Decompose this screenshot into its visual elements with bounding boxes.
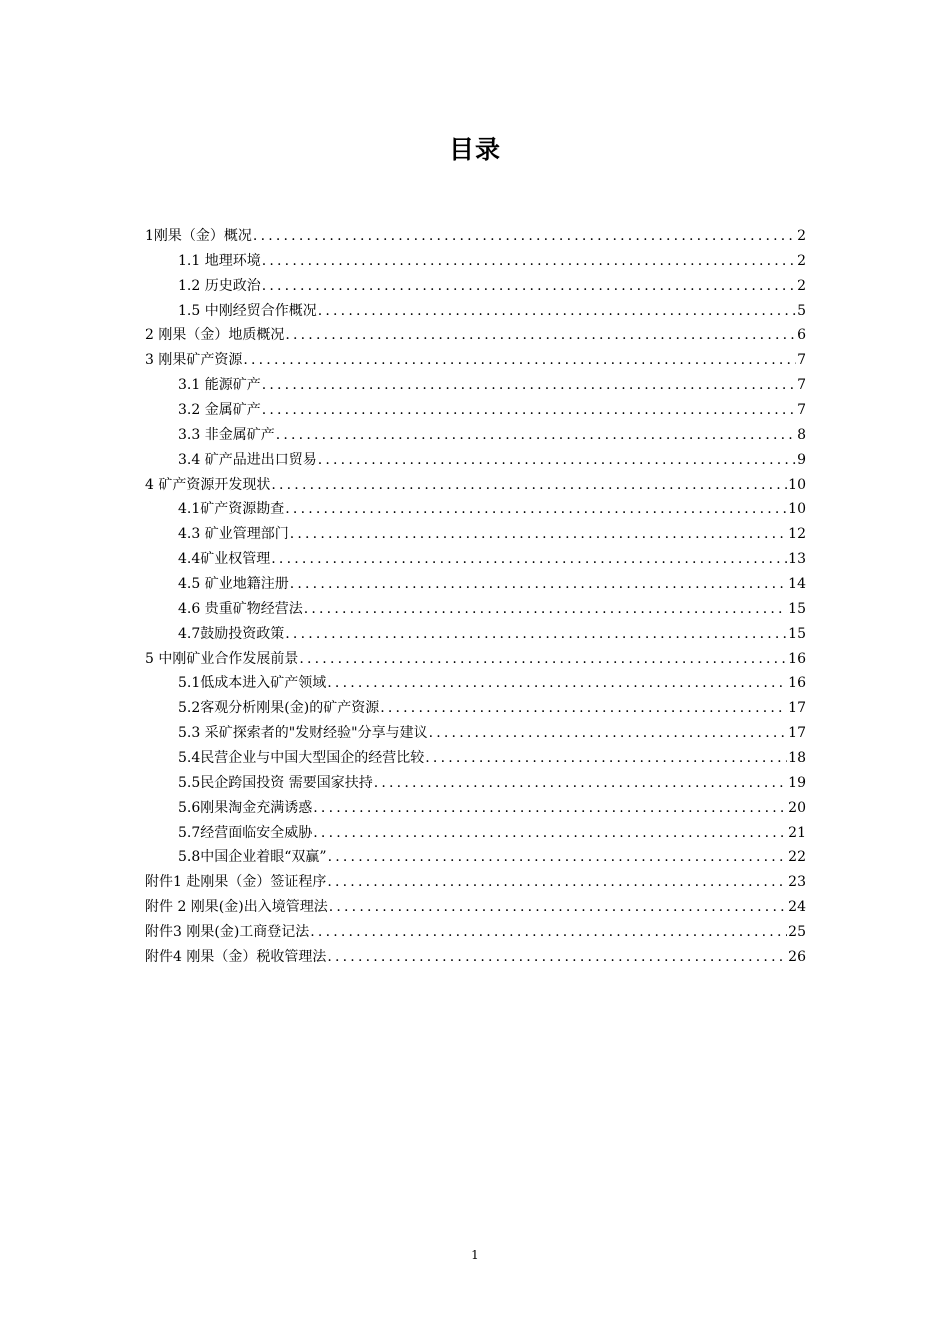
table-of-contents — [145, 224, 806, 970]
toc-entry-label: 5.2客观分析刚果(金)的矿产资源 — [178, 700, 380, 717]
toc-entry-page: 15 — [788, 600, 806, 617]
toc-entry-label: 3.2 金属矿产 — [178, 402, 261, 419]
page-number: 1 — [471, 1248, 479, 1262]
toc-entry-page: 22 — [788, 849, 806, 866]
toc-entry-page: 26 — [788, 948, 806, 965]
toc-dot-leader — [290, 522, 787, 547]
toc-entry[interactable] — [145, 348, 806, 373]
toc-dot-leader — [262, 274, 796, 299]
toc-dot-leader — [271, 473, 787, 498]
toc-entry-page: 6 — [797, 327, 806, 344]
toc-entry-page: 10 — [788, 501, 806, 518]
toc-entry-label: 1.5 中刚经贸合作概况 — [178, 302, 317, 319]
toc-entry-label: 4.3 矿业管理部门 — [178, 526, 289, 543]
toc-entry-label: 附件3 刚果(金)工商登记法 — [145, 924, 310, 941]
toc-entry-label: 5.3 采矿探索者的"发财经验"分享与建议 — [178, 725, 428, 742]
toc-entry[interactable] — [145, 299, 806, 324]
toc-dot-leader — [262, 249, 796, 274]
toc-entry[interactable] — [145, 224, 806, 249]
toc-entry-label: 5.8中国企业着眼“双赢” — [178, 849, 327, 866]
toc-entry[interactable] — [145, 647, 806, 672]
toc-dot-leader — [327, 945, 787, 970]
toc-entry-label: 5.7经营面临安全威胁 — [178, 824, 313, 841]
toc-entry[interactable] — [145, 721, 806, 746]
toc-entry-page: 2 — [797, 252, 806, 269]
toc-dot-leader — [318, 299, 796, 324]
toc-dot-leader — [310, 920, 787, 945]
toc-entry-page: 2 — [797, 277, 806, 294]
toc-entry-label: 5.1低成本进入矿产领域 — [178, 675, 327, 692]
toc-entry-page: 17 — [788, 725, 806, 742]
toc-entry-label: 3 刚果矿产资源 — [145, 352, 243, 369]
page-title: 目录 — [448, 135, 501, 164]
toc-dot-leader — [299, 647, 787, 672]
toc-entry[interactable] — [145, 497, 806, 522]
toc-dot-leader — [253, 224, 796, 249]
toc-entry-label: 3.3 非金属矿产 — [178, 426, 275, 443]
toc-entry-page: 5 — [797, 302, 806, 319]
toc-dot-leader — [285, 323, 796, 348]
toc-dot-leader — [290, 572, 787, 597]
toc-entry-page: 21 — [788, 824, 806, 841]
toc-entry-page: 25 — [788, 924, 806, 941]
toc-entry-page: 24 — [788, 899, 806, 916]
toc-entry[interactable] — [145, 423, 806, 448]
toc-entry-label: 4.7鼓励投资政策 — [178, 625, 285, 642]
toc-entry-label: 5 中刚矿业合作发展前景 — [145, 650, 299, 667]
toc-entry[interactable] — [145, 771, 806, 796]
toc-dot-leader — [380, 696, 787, 721]
toc-entry[interactable] — [145, 323, 806, 348]
toc-dot-leader — [262, 373, 796, 398]
toc-entry-page: 2 — [797, 228, 806, 244]
toc-dot-leader — [429, 721, 788, 746]
toc-entry-page: 16 — [788, 675, 806, 692]
toc-entry-page: 9 — [797, 451, 806, 468]
toc-dot-leader — [304, 597, 787, 622]
toc-entry[interactable] — [145, 448, 806, 473]
toc-entry-label: 4.6 贵重矿物经营法 — [178, 600, 303, 617]
toc-entry-label: 附件 2 刚果(金)出入境管理法 — [145, 899, 328, 916]
toc-entry[interactable] — [145, 796, 806, 821]
toc-entry-label: 5.4民营企业与中国大型国企的经营比较 — [178, 750, 425, 767]
toc-entry[interactable] — [145, 870, 806, 895]
toc-dot-leader — [318, 448, 796, 473]
toc-dot-leader — [327, 671, 787, 696]
toc-dot-leader — [425, 746, 787, 771]
toc-entry-page: 13 — [788, 551, 806, 568]
toc-entry-label: 4 矿产资源开发现状 — [145, 476, 271, 493]
toc-entry-label: 2 刚果（金）地质概况 — [145, 327, 285, 344]
toc-dot-leader — [374, 771, 787, 796]
toc-entry-page: 17 — [788, 700, 806, 717]
toc-entry-page: 19 — [788, 774, 806, 791]
toc-dot-leader — [313, 796, 787, 821]
toc-entry[interactable] — [145, 622, 806, 647]
toc-entry-label: 1刚果（金）概况 — [145, 228, 252, 244]
toc-entry[interactable] — [145, 473, 806, 498]
toc-entry[interactable] — [145, 945, 806, 970]
toc-entry[interactable] — [145, 696, 806, 721]
toc-entry-page: 14 — [788, 576, 806, 593]
toc-entry-page: 7 — [797, 352, 806, 369]
toc-entry-page: 16 — [788, 650, 806, 667]
toc-entry-label: 附件4 刚果（金）税收管理法 — [145, 948, 327, 965]
toc-dot-leader — [276, 423, 796, 448]
toc-entry-page: 12 — [788, 526, 806, 543]
toc-entry-label: 4.5 矿业地籍注册 — [178, 576, 289, 593]
toc-dot-leader — [285, 497, 787, 522]
toc-entry[interactable] — [145, 671, 806, 696]
toc-dot-leader — [313, 821, 787, 846]
toc-entry-label: 5.5民企跨国投资 需要国家扶持 — [178, 774, 373, 791]
toc-entry-label: 4.4矿业权管理 — [178, 551, 271, 568]
toc-dot-leader — [285, 622, 787, 647]
toc-entry-label: 3.1 能源矿产 — [178, 377, 261, 394]
toc-entry-label: 4.1矿产资源勘查 — [178, 501, 285, 518]
toc-entry-page: 7 — [797, 402, 806, 419]
toc-entry-label: 1.2 历史政治 — [178, 277, 261, 294]
toc-entry-label: 3.4 矿产品进出口贸易 — [178, 451, 317, 468]
toc-entry-label: 1.1 地理环境 — [178, 252, 261, 269]
toc-entry[interactable] — [145, 522, 806, 547]
toc-entry[interactable] — [145, 895, 806, 920]
toc-entry-page: 8 — [797, 426, 806, 443]
toc-entry[interactable] — [145, 746, 806, 771]
toc-entry[interactable] — [145, 597, 806, 622]
toc-entry[interactable] — [145, 572, 806, 597]
toc-entry-page: 23 — [788, 874, 806, 891]
toc-entry-page: 18 — [788, 750, 806, 767]
toc-dot-leader — [327, 870, 787, 895]
toc-entry-label: 5.6刚果淘金充满诱惑 — [178, 799, 313, 816]
toc-dot-leader — [328, 845, 788, 870]
toc-dot-leader — [271, 547, 787, 572]
toc-entry[interactable] — [145, 274, 806, 299]
toc-entry-page: 7 — [797, 377, 806, 394]
toc-entry-page: 10 — [788, 476, 806, 493]
toc-entry[interactable] — [145, 373, 806, 398]
toc-entry-page: 20 — [788, 799, 806, 816]
toc-entry-page: 15 — [788, 625, 806, 642]
toc-dot-leader — [262, 398, 796, 423]
toc-entry[interactable] — [145, 920, 806, 945]
toc-dot-leader — [243, 348, 796, 373]
toc-dot-leader — [329, 895, 787, 920]
toc-entry-label: 附件1 赴刚果（金）签证程序 — [145, 874, 327, 891]
toc-entry[interactable] — [145, 547, 806, 572]
toc-entry[interactable] — [145, 845, 806, 870]
toc-entry[interactable] — [145, 821, 806, 846]
toc-entry[interactable] — [145, 249, 806, 274]
toc-entry[interactable] — [145, 398, 806, 423]
